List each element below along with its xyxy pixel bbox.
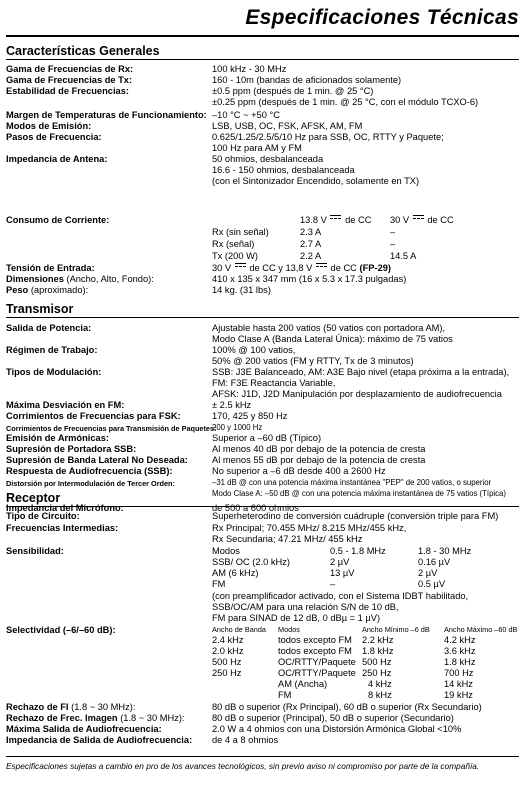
sensitivity-cell: 2 µV xyxy=(330,557,350,567)
footnote-rule xyxy=(6,756,519,757)
selectivity-cell: 4.2 kHz xyxy=(444,635,476,645)
spec-value: de 4 a 8 ohmios xyxy=(212,735,279,745)
spec-value: Rx Principal; 70.455 MHz/ 8.215 MHz/455 kHz, xyxy=(212,523,407,533)
spec-value: –10 °C ~ +50 °C xyxy=(212,110,280,120)
spec-label: Modos de Emisión: xyxy=(6,121,92,131)
sensitivity-note: SSB/OC/AM para una relación S/N de 10 dB, xyxy=(212,602,399,612)
power-col-a-head: 13.8 V de CC xyxy=(300,215,372,225)
spec-label: Pasos de Frecuencia: xyxy=(6,132,102,142)
spec-label: Régimen de Trabajo: xyxy=(6,345,98,355)
spec-label: Sensibilidad: xyxy=(6,546,64,556)
sensitivity-cell: FM xyxy=(212,579,226,589)
spec-label: Corrimientos de Frecuencias para FSK: xyxy=(6,411,181,421)
spec-label: Tipo de Circuito: xyxy=(6,511,80,521)
dc-symbol-icon xyxy=(235,263,246,270)
spec-value: ±0.25 ppm (después de 1 min. @ 25 °C, con el módulo TCXO-6) xyxy=(212,97,479,107)
spec-label: Impedancia del Micrófono: xyxy=(6,503,124,513)
section-general-rule xyxy=(6,59,519,60)
selectivity-cell: 19 kHz xyxy=(444,690,473,700)
dc-symbol-icon xyxy=(330,215,341,222)
sensitivity-cell: SSB/ OC (2.0 kHz) xyxy=(212,557,291,567)
spec-label: Salida de Potencia: xyxy=(6,323,92,333)
sensitivity-head: 1.8 - 30 MHz xyxy=(418,546,472,556)
spec-label: Máxima Desviación en FM: xyxy=(6,400,125,410)
selectivity-cell: 3.6 kHz xyxy=(444,646,476,656)
sensitivity-head: Modos xyxy=(212,546,240,556)
spec-value: Superheterodino de conversión cuádruple (conversión triple para FM) xyxy=(212,511,499,521)
spec-value: 200 y 1000 Hz xyxy=(212,423,263,432)
dc-symbol-icon xyxy=(413,215,424,222)
dc-symbol-icon xyxy=(316,263,327,270)
spec-value: 100 kHz - 30 MHz xyxy=(212,64,287,74)
selectivity-head: Ancho Mínimo –6 dB xyxy=(362,625,430,634)
power-col-b-head: 30 V de CC xyxy=(390,215,454,225)
spec-label: Dimensiones (Ancho, Alto, Fondo): xyxy=(6,274,154,284)
spec-value: (con el Sintonizador Encendido, solamente en TX) xyxy=(212,176,420,186)
power-row-a: 2.3 A xyxy=(300,227,322,237)
section-transmitter-rule xyxy=(6,317,519,318)
power-row-a: 2.7 A xyxy=(300,239,322,249)
section-general-title: Características Generales xyxy=(6,44,160,58)
page-title: Especificaciones Técnicas xyxy=(245,6,519,29)
spec-value-voltage: 30 V de CC y 13,8 V de CC (FP-29) xyxy=(212,263,392,273)
selectivity-head: Ancho de Banda xyxy=(212,625,266,634)
selectivity-cell: todos excepto FM xyxy=(278,635,352,645)
spec-value: 50 ohmios, desbalanceada xyxy=(212,154,324,164)
spec-label: Máxima Salida de Audiofrecuencia: xyxy=(6,724,162,734)
power-row-b: – xyxy=(390,239,396,249)
sensitivity-cell: 0.5 µV xyxy=(418,579,446,589)
spec-value: 170, 425 y 850 Hz xyxy=(212,411,288,421)
spec-value: 80 dB o superior (Principal), 50 dB o superior (Secundario) xyxy=(212,713,454,723)
spec-value: Rx Secundaria; 47.21 MHz/ 455 kHz xyxy=(212,534,363,544)
sensitivity-cell: 13 µV xyxy=(330,568,355,578)
selectivity-head: Modos xyxy=(278,625,300,634)
section-transmitter-title: Transmisor xyxy=(6,302,74,316)
spec-value: Al menos 40 dB por debajo de la potencia de cresta xyxy=(212,444,426,454)
power-row-b: – xyxy=(390,227,396,237)
spec-label: Frecuencias Intermedias: xyxy=(6,523,119,533)
selectivity-cell: 2.0 kHz xyxy=(212,646,244,656)
spec-label: Impedancia de Salida de Audiofrecuencia: xyxy=(6,735,193,745)
spec-label: Selectividad (–6/–60 dB): xyxy=(6,625,116,635)
selectivity-cell: 700 Hz xyxy=(444,668,474,678)
power-row-a: 2.2 A xyxy=(300,251,322,261)
selectivity-cell: 4 kHz xyxy=(368,679,392,689)
spec-value: 100 Hz para AM y FM xyxy=(212,143,302,153)
spec-label: Respuesta de Audiofrecuencia (SSB): xyxy=(6,466,173,476)
power-row-name: Rx (sin señal) xyxy=(212,227,269,237)
footnote: Especificaciones sujetas a cambio en pro de los avances tecnológicos, sin previo aviso ni compromiso por parte de la compañía. xyxy=(6,761,480,771)
sensitivity-cell: – xyxy=(330,579,336,589)
spec-label: Peso (aproximado): xyxy=(6,285,89,295)
section-receiver-title: Receptor xyxy=(6,491,61,505)
selectivity-cell: AM (Ancha) xyxy=(278,679,328,689)
spec-value: Modo Clase A (Banda Lateral Única): máximo de 75 vatios xyxy=(212,334,453,344)
spec-value: 16.6 - 150 ohmios, desbalanceada xyxy=(212,165,355,175)
spec-value: 410 x 135 x 347 mm (16 x 5.3 x 17.3 pulgadas) xyxy=(212,274,407,284)
spec-value: No superior a –6 dB desde 400 a 2600 Hz xyxy=(212,466,386,476)
spec-value: 0.625/1.25/2.5/5/10 Hz para SSB, OC, RTTY y Paquete; xyxy=(212,132,444,142)
spec-label: Tensión de Entrada: xyxy=(6,263,95,273)
selectivity-cell: 1.8 kHz xyxy=(362,646,394,656)
spec-value: ± 2.5 kHz xyxy=(212,400,252,410)
spec-value: FM: F3E Reactancia Variable, xyxy=(212,378,336,388)
spec-label: Gama de Frecuencias de Tx: xyxy=(6,75,133,85)
spec-value: LSB, USB, OC, FSK, AFSK, AM, FM xyxy=(212,121,363,131)
spec-label: Margen de Temperaturas de Funcionamiento: xyxy=(6,110,207,120)
selectivity-cell: 14 kHz xyxy=(444,679,473,689)
selectivity-cell: 250 Hz xyxy=(362,668,392,678)
spec-value: 14 kg. (31 lbs) xyxy=(212,285,271,295)
spec-value: 80 dB o superior (Rx Principal), 60 dB o superior (Rx Secundario) xyxy=(212,702,482,712)
spec-value: Al menos 55 dB por debajo de la potencia de cresta xyxy=(212,455,426,465)
power-row-name: Rx (señal) xyxy=(212,239,255,249)
selectivity-cell: 500 Hz xyxy=(362,657,392,667)
selectivity-cell: FM xyxy=(278,690,292,700)
spec-label: Rechazo de Frec. Imagen (1.8 ~ 30 MHz): xyxy=(6,713,185,723)
selectivity-head: Ancho Máximo –60 dB xyxy=(444,625,518,634)
selectivity-cell: 1.8 kHz xyxy=(444,657,476,667)
spec-label: Estabilidad de Frecuencias: xyxy=(6,86,129,96)
spec-value: SSB: J3E Balanceado, AM: A3E Bajo nivel (etapa próxima a la entrada), xyxy=(212,367,510,377)
spec-value: 160 - 10m (bandas de aficionados solamente) xyxy=(212,75,402,85)
spec-label: Supresión de Portadora SSB: xyxy=(6,444,137,454)
power-row-name: Tx (200 W) xyxy=(212,251,258,261)
spec-value: 2.0 W a 4 ohmios con una Distorsión Armónica Global <10% xyxy=(212,724,462,734)
spec-value: 100% @ 100 vatios, xyxy=(212,345,296,355)
selectivity-cell: OC/RTTY/Paquete xyxy=(278,668,356,678)
spec-label: Gama de Frecuencias de Rx: xyxy=(6,64,134,74)
spec-value: Ajustable hasta 200 vatios (50 vatios con portadora AM), xyxy=(212,323,446,333)
sensitivity-note: FM para SINAD de 12 dB, 0 dBµ = 1 µV) xyxy=(212,613,381,623)
selectivity-cell: 2.4 kHz xyxy=(212,635,244,645)
selectivity-cell: todos excepto FM xyxy=(278,646,352,656)
selectivity-cell: 2.2 kHz xyxy=(362,635,394,645)
spec-value: 50% @ 200 vatios (FM y RTTY, Tx de 3 minutos) xyxy=(212,356,414,366)
spec-label: Tipos de Modulación: xyxy=(6,367,102,377)
selectivity-cell: OC/RTTY/Paquete xyxy=(278,657,356,667)
spec-label: Distorsión por Intermodulación de Tercer Orden: xyxy=(6,479,175,488)
spec-label: Corrimientos de Frecuencias para Transmisión de Paquetes: xyxy=(6,424,217,433)
spec-label: Impedancia de Antena: xyxy=(6,154,108,164)
selectivity-cell: 8 kHz xyxy=(368,690,392,700)
spec-value: –31 dB @ con una potencia máxima instantánea "PEP" de 200 vatios, o superior xyxy=(212,478,492,487)
sensitivity-cell: 2 µV xyxy=(418,568,438,578)
selectivity-cell: 500 Hz xyxy=(212,657,242,667)
power-row-b: 14.5 A xyxy=(390,251,417,261)
sensitivity-note: (con preamplificador activado, con el Sistema IDBT habilitado, xyxy=(212,591,469,601)
spec-value: ±0.5 ppm (después de 1 min. @ 25 °C) xyxy=(212,86,374,96)
sensitivity-cell: AM (6 kHz) xyxy=(212,568,259,578)
spec-value: Modo Clase A: –50 dB @ con una potencia máxima instantánea de 75 vatios (Típica) xyxy=(212,489,506,498)
section-receiver-rule xyxy=(6,506,519,507)
spec-value: Superior a –60 dB (Típico) xyxy=(212,433,322,443)
spec-label: Consumo de Corriente: xyxy=(6,215,110,225)
sensitivity-cell: 0.16 µV xyxy=(418,557,451,567)
spec-label: Rechazo de FI (1.8 ~ 30 MHz): xyxy=(6,702,136,712)
selectivity-cell: 250 Hz xyxy=(212,668,242,678)
spec-label: Supresión de Banda Lateral No Deseada: xyxy=(6,455,188,465)
sensitivity-head: 0.5 - 1.8 MHz xyxy=(330,546,386,556)
title-rule xyxy=(6,35,519,37)
spec-value: AFSK: J1D, J2D Manipulación por desplazamiento de audiofrecuencia xyxy=(212,389,502,399)
spec-value: de 500 a 600 ohmios xyxy=(212,503,299,513)
spec-label: Emisión de Armónicas: xyxy=(6,433,109,443)
